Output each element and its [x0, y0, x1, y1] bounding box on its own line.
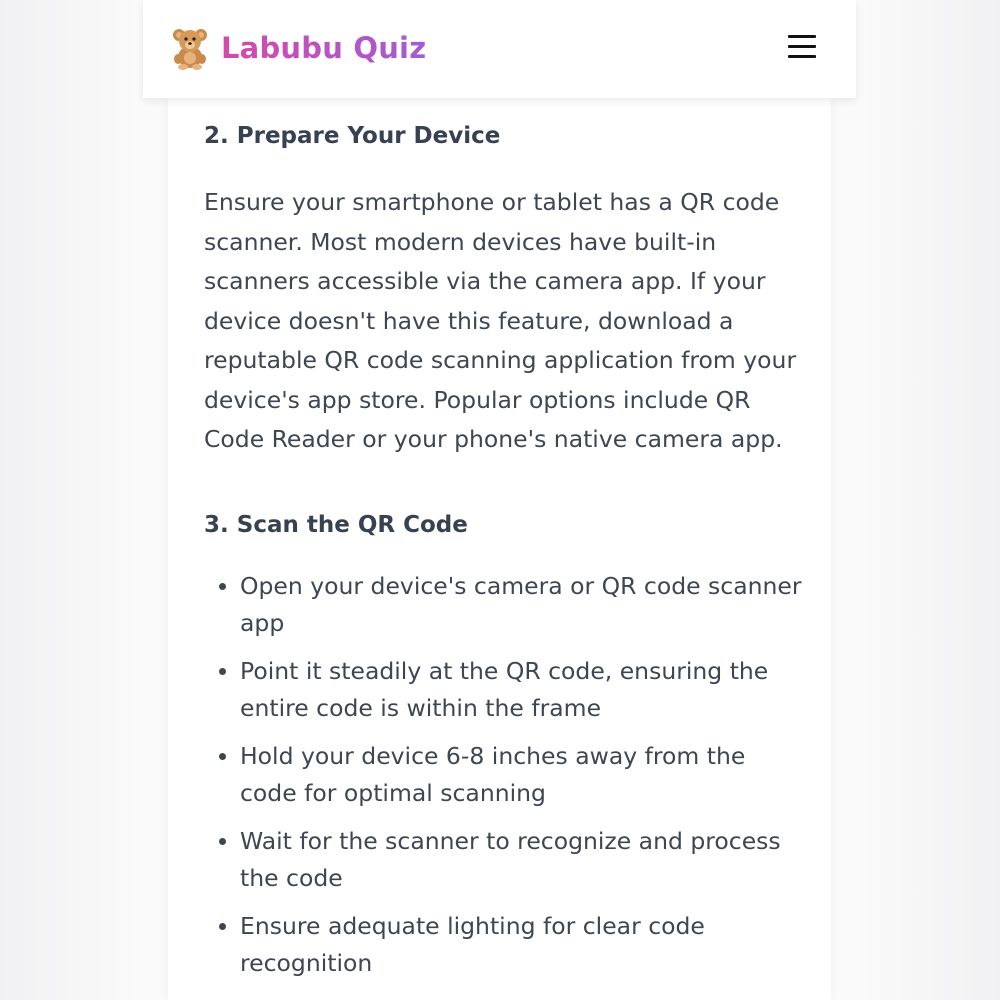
bullet-icon — [219, 753, 226, 760]
list-item: Point it steadily at the QR code, ensuring the entire code is within the frame — [204, 653, 804, 726]
bullet-icon — [219, 923, 226, 930]
list-item: Ensure adequate lighting for clear code recognition — [204, 908, 804, 981]
brand-logo-link[interactable] — [170, 26, 426, 70]
section-heading-scan-qr: 3. Scan the QR Code — [204, 512, 468, 538]
section-body-prepare-device: Ensure your smartphone or tablet has a QR code scanner. Most modern devices have built-in scanners accessible via the camera app. If your device doesn't have this feature, download a reputable QR code scanning application from your device's app store. Popular options include QR Code Reader or your phone's native camera app. — [204, 188, 797, 453]
site-title: Labubu Quiz — [221, 26, 426, 70]
site-header — [143, 0, 856, 98]
bullet-icon — [219, 583, 226, 590]
scan-steps-list — [204, 568, 804, 993]
list-item: Wait for the scanner to recognize and process the code — [204, 823, 804, 896]
hamburger-menu-icon[interactable] — [787, 33, 817, 61]
list-item: Open your device's camera or QR code scanner app — [204, 568, 804, 641]
bullet-icon — [219, 668, 226, 675]
teddy-bear-icon — [170, 26, 210, 70]
bullet-icon — [219, 838, 226, 845]
article-card — [168, 98, 831, 1000]
list-item: Hold your device 6-8 inches away from the code for optimal scanning — [204, 738, 804, 811]
section-heading-prepare-device: 2. Prepare Your Device — [204, 123, 501, 149]
